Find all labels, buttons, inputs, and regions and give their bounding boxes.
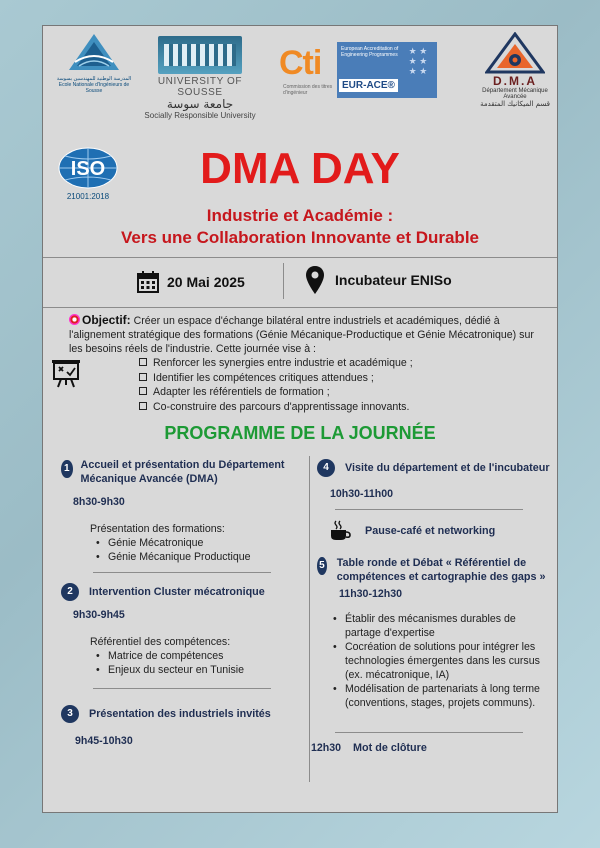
presentation-board-icon bbox=[51, 358, 81, 388]
goal-item: Identifier les compétences critiques attendues ; bbox=[139, 371, 413, 386]
item-title: Accueil et présentation du Département Mécanique Avancée (DMA) bbox=[80, 459, 285, 485]
item-bullets: • Génie Mécatronique • Génie Mécanique Productique bbox=[94, 536, 301, 564]
sousse-sub: Socially Responsible University bbox=[144, 111, 256, 120]
item-bullets: • Établir des mécanismes durables de partage d'expertise • Cocréation de solutions pour intégrer les technologies émergentes dans les cursus (ex. mécatronique, IA) • Modélisation de partenariats à long terme (conventions, stages, projets communs). bbox=[331, 612, 543, 710]
item-title: Mot de clôture bbox=[353, 742, 427, 754]
item-bullets: • Matrice de compétences • Enjeux du secteur en Tunisie bbox=[94, 649, 301, 677]
step-number: 3 bbox=[61, 705, 79, 723]
target-icon bbox=[69, 314, 80, 325]
eur-badge-label: EUR-ACE® bbox=[339, 79, 398, 92]
objective-label: Objectif: bbox=[82, 313, 131, 327]
event-date-text: 20 Mai 2025 bbox=[167, 274, 245, 290]
flyer bbox=[42, 25, 558, 813]
item-time: 11h30-12h30 bbox=[339, 588, 403, 600]
item-title: Visite du département et de l'incubateur bbox=[345, 462, 550, 474]
goal-item: Renforcer les synergies entre industrie et académique ; bbox=[139, 356, 413, 371]
programme-item-2 bbox=[61, 583, 301, 677]
event-info-bar bbox=[43, 257, 557, 307]
sousse-name: UNIVERSITY OF SOUSSE bbox=[157, 76, 243, 98]
item-time: 12h30 bbox=[311, 742, 342, 754]
event-subtitle-1: Industrie et Académie : bbox=[206, 206, 394, 225]
checkbox-icon bbox=[139, 373, 147, 381]
enis-caption: المدرسة الوطنية للمهندسين بسوسة Ecole Nationale d'Ingénieurs de Sousse bbox=[56, 76, 132, 94]
item-desc: Référentiel des compétences: bbox=[90, 636, 231, 648]
university-of-sousse-logo bbox=[141, 36, 259, 120]
programme-item-pause bbox=[329, 520, 553, 542]
cti-eurace-logo bbox=[279, 42, 439, 98]
item-divider bbox=[93, 688, 271, 689]
stars-icon: ★ ★ ★ ★ ★ ★ bbox=[408, 46, 428, 76]
divider-info bbox=[43, 307, 557, 308]
item-title: Présentation des industriels invités bbox=[89, 708, 271, 720]
calendar-icon bbox=[137, 271, 159, 293]
dma-acronym: D.M.A bbox=[493, 74, 537, 88]
iso-text: ISO bbox=[70, 158, 106, 180]
item-title: Table ronde et Débat « Référentiel de compétences et cartographie des gaps » bbox=[336, 557, 546, 583]
checkbox-icon bbox=[139, 402, 147, 410]
checkbox-icon bbox=[139, 358, 147, 366]
eur-ace-badge bbox=[337, 42, 437, 98]
item-time: 9h30-9h45 bbox=[73, 609, 125, 621]
objective-text: Créer un espace d'échange bilatéral entre industriels et académiques, dédié à l'alignement stratégique des formations (Génie Mécanique-Productique et Génie Mécatronique) sur les besoins réels de l'industrie. Cette journée vise à : bbox=[69, 315, 534, 355]
event-place bbox=[305, 265, 452, 295]
event-title: DMA DAY bbox=[200, 144, 400, 193]
goal-item: Co-construire des parcours d'apprentissage innovants. bbox=[139, 400, 413, 415]
info-separator bbox=[283, 263, 284, 299]
item-time: 9h45-10h30 bbox=[75, 735, 133, 747]
enis-logo bbox=[55, 32, 133, 94]
sousse-arabic: جامعة سوسة bbox=[166, 97, 234, 111]
coffee-cup-icon bbox=[329, 520, 351, 542]
dma-logo bbox=[475, 32, 555, 108]
step-number: 2 bbox=[61, 583, 79, 601]
programme-item-3 bbox=[61, 705, 301, 747]
item-time: 8h30-9h30 bbox=[73, 496, 125, 508]
goal-item: Adapter les référentiels de formation ; bbox=[139, 385, 413, 400]
item-desc: Présentation des formations: bbox=[90, 523, 225, 535]
eur-text: European Accreditation of Engineering Programmes bbox=[341, 46, 399, 58]
programme-item-5 bbox=[317, 556, 553, 710]
programme-heading: PROGRAMME DE LA JOURNÉE bbox=[164, 423, 436, 443]
programme-item-4 bbox=[317, 459, 553, 500]
event-date bbox=[137, 271, 245, 293]
logo-bar bbox=[43, 26, 557, 126]
iso-code: 21001:2018 bbox=[66, 192, 110, 201]
step-number: 1 bbox=[61, 460, 73, 478]
item-title: Pause-café et networking bbox=[365, 525, 496, 537]
programme-item-closing bbox=[311, 741, 551, 755]
objective-goals bbox=[139, 356, 413, 414]
item-divider bbox=[93, 572, 271, 573]
building-icon bbox=[158, 36, 242, 74]
cti-caption: Commission des titres d'ingénieur bbox=[283, 84, 333, 96]
dma-arabic: قسم الميكانيك المتقدمة bbox=[480, 100, 550, 108]
item-time: 10h30-11h00 bbox=[330, 488, 394, 500]
item-divider bbox=[335, 509, 523, 510]
objective-paragraph bbox=[69, 313, 543, 356]
column-separator bbox=[309, 456, 310, 782]
cti-word: Cti bbox=[279, 44, 322, 82]
event-place-text: Incubateur ENISo bbox=[335, 272, 452, 288]
programme-item-1 bbox=[61, 458, 301, 564]
step-number: 5 bbox=[317, 557, 327, 575]
location-pin-icon bbox=[305, 265, 325, 295]
checkbox-icon bbox=[139, 387, 147, 395]
item-title: Intervention Cluster mécatronique bbox=[89, 586, 265, 598]
dma-name: Département Mécanique Avancée bbox=[482, 88, 548, 100]
item-divider bbox=[335, 732, 523, 733]
event-subtitle-2: Vers une Collaboration Innovante et Durable bbox=[120, 228, 479, 247]
step-number: 4 bbox=[317, 459, 335, 477]
